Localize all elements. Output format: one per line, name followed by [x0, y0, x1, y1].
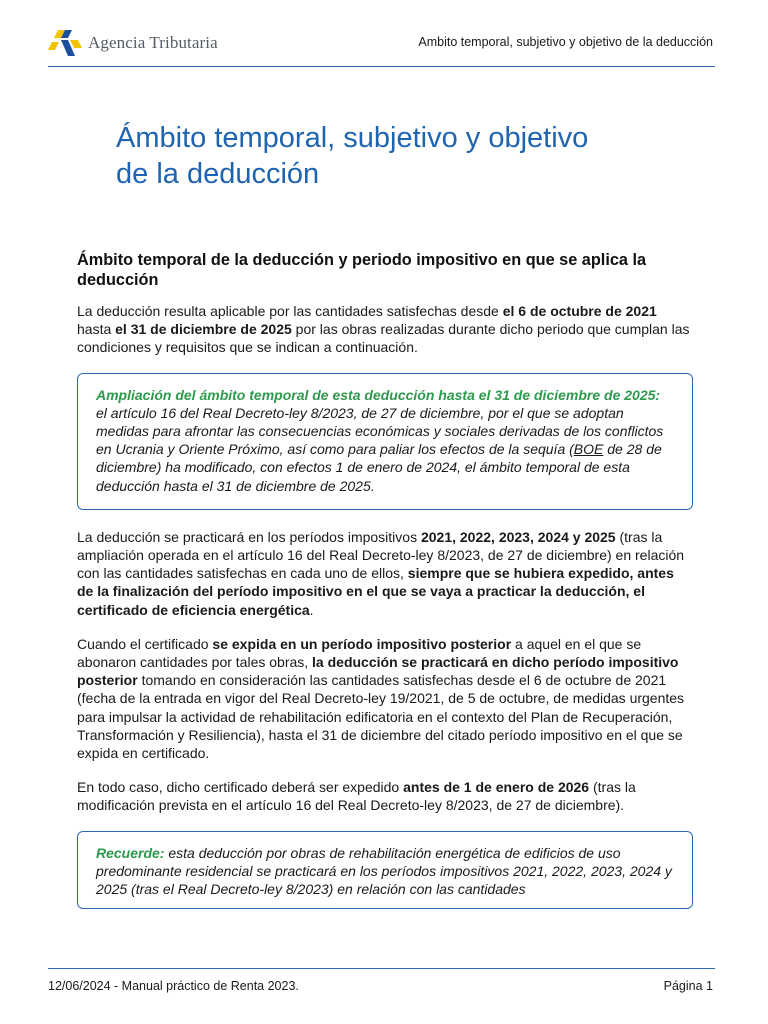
text-run: .: [309, 601, 314, 618]
text-run: de 28 de diciembre) ha modificado, con efectos 1 de enero de 2024, el ámbito temporal de esta deducción hasta el 31 de diciembre de 2025.: [96, 441, 662, 494]
text-run: por las obras realizadas durante dicho periodo que cumplan las condiciones y requisitos que se indican a continuación.: [77, 321, 690, 356]
note-box-extension-text: [96, 386, 674, 495]
paragraph-certificate-deadline: [77, 778, 693, 814]
logo-text: Agencia Tributaria: [88, 33, 218, 52]
agency-logo-icon: [48, 28, 82, 58]
document-title-line-1: Ámbito temporal, subjetivo y objetivo: [116, 122, 589, 154]
page-footer: [48, 968, 715, 993]
boe-link[interactable]: BOE: [573, 441, 604, 458]
text-run: el artículo 16 del Real Decreto-ley 8/2023, de 27 de diciembre, por el que se adoptan medidas para afrontar las consecuencias económicas y sociales derivadas de los conflictos en Ucrania y Oriente Próximo, así como para paliar los efectos de la sequía (: [96, 404, 664, 458]
note-box-extension: [77, 373, 693, 510]
text-run: tomando en consideración las cantidades satisfechas desde el 6 de octubre de 2021 (fecha de la entrada en vigor del Real Decreto-ley 19/2021, de 5 de octubre, de medidas urgentes para impulsar la actividad de rehabilitación edificatoria en el contexto del Plan de Recuperación, Transformación y Resiliencia), hasta el 31 de diciembre del citado período impositivo en el que se expida en certificado.: [77, 672, 685, 762]
note-lead: Ampliación del ámbito temporal de esta deducción hasta el 31 de diciembre de 2025:: [96, 386, 661, 403]
bold-run: se expida en un período impositivo posterior: [212, 635, 512, 652]
text-run: hasta: [77, 321, 116, 338]
main-content: [77, 250, 693, 927]
text-run: (tras la modificación prevista en el artículo 16 del Real Decreto-ley 8/2023, de 27 de diciembre).: [77, 779, 636, 814]
paragraph-tax-periods: [77, 528, 693, 619]
text-run: esta deducción por obras de rehabilitación energética de edificios de uso predominante residencial se practicará en los períodos impositivos 2021, 2022, 2023, 2024 y 2025 (tras el Real Decreto-ley 8/2023) en relación con las cantidades: [96, 844, 672, 898]
bold-run: la deducción se practicará en dicho período impositivo posterior: [77, 654, 679, 689]
paragraph-applicable-period: [77, 302, 693, 357]
document-title: [116, 120, 716, 192]
text-run: La deducción se practicará en los períodos impositivos: [77, 528, 421, 545]
paragraph-later-certificate: [77, 635, 693, 762]
bold-run: antes de 1 de enero de 2026: [403, 779, 590, 796]
agency-logo: [48, 28, 218, 58]
document-title-line-2: de la deducción: [116, 158, 320, 190]
footer-date-source: 12/06/2024 - Manual práctico de Renta 2023.: [48, 979, 299, 993]
bold-run: el 6 de octubre de 2021: [502, 303, 657, 319]
text-run: Cuando el certificado: [77, 635, 213, 652]
note-box-reminder-text: [96, 844, 674, 899]
running-header-title: Ambito temporal, subjetivo y objetivo de la deducción: [418, 35, 713, 49]
bold-run: el 31 de diciembre de 2025: [115, 321, 292, 338]
text-run: a aquel en el que se abonaron cantidades por tales obras,: [77, 635, 642, 671]
note-box-reminder: [77, 831, 693, 910]
text-run: En todo caso, dicho certificado deberá ser expedido: [77, 779, 404, 796]
page-header: [48, 24, 715, 67]
bold-run: siempre que se hubiera expedido, antes de la finalización del período impositivo en el que se vaya a practicar la deducción, el certificado de eficiencia energética: [77, 565, 674, 618]
bold-run: 2021, 2022, 2023, 2024 y 2025: [420, 528, 616, 545]
text-run: (tras la ampliación operada en el artículo 16 del Real Decreto-ley 8/2023, de 27 de diciembre) en relación con las cantidades satisfechas en cada uno de ellos,: [77, 528, 685, 582]
section-heading: Ámbito temporal de la deducción y periodo impositivo en que se aplica la deducción: [77, 251, 647, 289]
page-number: Página 1: [663, 979, 713, 993]
text-run: La deducción resulta aplicable por las cantidades satisfechas desde: [77, 303, 503, 319]
note-lead: Recuerde:: [96, 844, 165, 861]
